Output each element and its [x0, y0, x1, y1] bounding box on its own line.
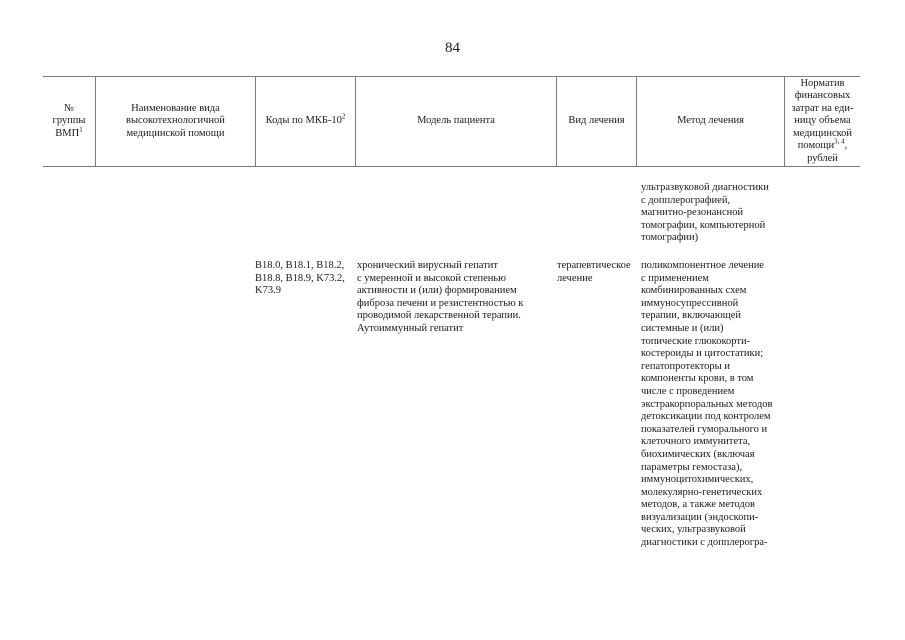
header-treatment-type: Вид лечения — [556, 77, 636, 166]
page-number: 84 — [445, 40, 460, 56]
header-treatment-method: Метод лечения — [636, 77, 784, 166]
table-header — [43, 76, 860, 167]
header-care-type-name: Наименование вида высокотехнологичной медицинской помощи — [95, 77, 255, 166]
header-icd10-codes: Коды по МКБ-$10^2$ — [255, 77, 355, 166]
treatment-type-cell: терапевтическое лечение — [557, 260, 631, 284]
header-patient-model: Модель пациента — [355, 77, 556, 166]
header-financial-norm: Норматив финансовых затрат на еди- ницу объема медицинской помощи$^{3, 4}$, рублей — [784, 77, 860, 166]
treatment-method-cell: поликомпонентное лечение с применением комбинированных схем иммуносупрессивной терапии, включающей системные и (или) топические глюкокорти- костероиды и цитостатики; гепатопротекторы и компоненты крови, в том числе с проведением экстракорпоральных методов детоксикации под контролем показателей гуморального и клеточного иммунитета, биохимических (включая параметры гемостаза), иммуноцитохимических, молекулярно-генетических методов, а также методов визуализации (эндоскопи- ческих, ультразвуковой диагностики с допплерогра- — [641, 260, 773, 549]
method-continuation-text: ультразвуковой диагностики с допплерографией, магнитно-резонансной томографии, компьютерной томографии) — [641, 182, 769, 244]
patient-model-cell: хронический вирусный гепатит с умеренной и высокой степенью активности и (или) формированием фиброза печени и резистентностью к проводимой лекарственной терапии. Аутоиммунный гепатит — [357, 260, 524, 334]
icd10-codes-cell: B18.0, B18.1, B18.2, B18.8, B18.9, K73.2, K73.9 — [255, 260, 345, 297]
header-group-number: № группы ВМП$^1$ — [52, 102, 86, 139]
